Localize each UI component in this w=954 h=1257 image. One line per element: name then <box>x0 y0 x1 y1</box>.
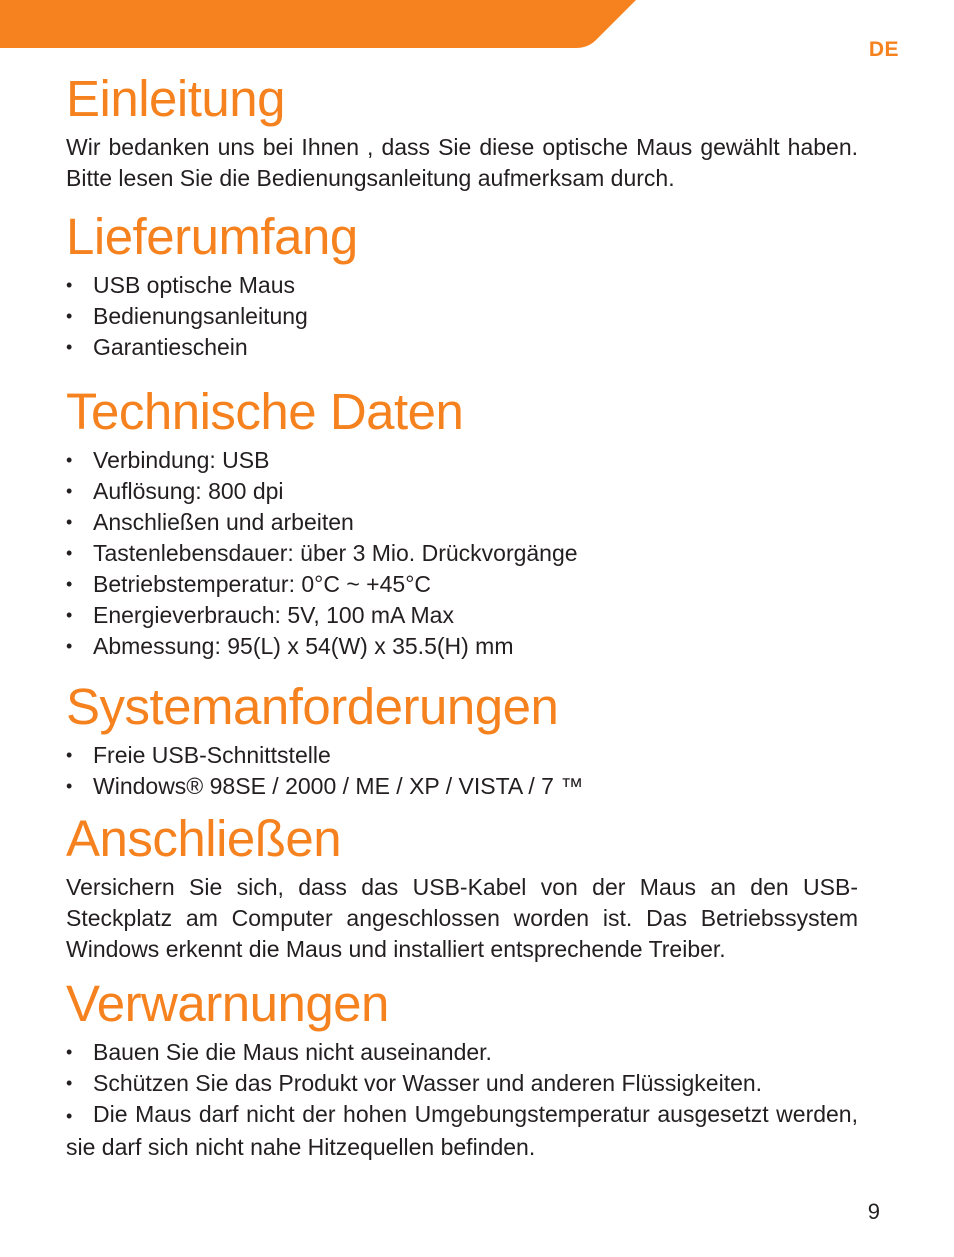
heading-lieferumfang: Lieferumfang <box>66 208 358 265</box>
language-tag: DE <box>868 38 899 61</box>
list-item: • Tastenlebensdauer: über 3 Mio. Drückvorgänge <box>66 538 858 569</box>
list-item: • Garantieschein <box>66 332 858 363</box>
section-verwarnungen <box>66 971 858 1163</box>
bullet-icon: • <box>66 450 73 470</box>
anschliessen-text: Versichern Sie sich, dass das USB-Kabel von der Maus an den USB-Steckplatz am Computer angeschlossen worden ist. Das Betriebssystem Windows erkennt die Maus und installiert entsprechende Treiber. <box>66 874 858 962</box>
heading-systemanforderungen: Systemanforderungen <box>66 678 559 735</box>
technische-daten-list <box>66 445 858 662</box>
bullet-icon: • <box>66 543 73 563</box>
section-technische-daten <box>66 379 858 662</box>
heading-verwarnungen: Verwarnungen <box>66 975 389 1032</box>
list-item: • Bedienungsanleitung <box>66 301 858 332</box>
verwarnungen-list <box>66 1037 858 1163</box>
bullet-icon: • <box>66 636 73 656</box>
list-item: • USB optische Maus <box>66 270 858 301</box>
page-content <box>66 66 858 1163</box>
bullet-icon: • <box>66 776 73 796</box>
bullet-icon: • <box>66 1073 73 1093</box>
section-systemanforderungen <box>66 674 858 802</box>
list-item: • Windows® 98SE / 2000 / ME / XP / VISTA / 7 ™ <box>66 771 858 802</box>
bullet-icon: • <box>66 275 73 295</box>
list-item: • Die Maus darf nicht der hohen Umgebungstemperatur ausgesetzt werden, sie darf sich nicht nahe Hitzequellen befinden. <box>66 1101 858 1160</box>
bullet-icon: • <box>66 605 73 625</box>
bullet-icon: • <box>66 512 73 532</box>
list-item: • Freie USB-Schnittstelle <box>66 740 858 771</box>
bullet-icon: • <box>66 1106 73 1126</box>
bullet-icon: • <box>66 1042 73 1062</box>
list-item: • Betriebstemperatur: 0°C ~ +45°C <box>66 569 858 600</box>
list-item: • Auflösung: 800 dpi <box>66 476 858 507</box>
heading-anschliessen: Anschließen <box>66 810 342 867</box>
list-item: • Bauen Sie die Maus nicht auseinander. <box>66 1037 858 1068</box>
list-item: • Energieverbrauch: 5V, 100 mA Max <box>66 600 858 631</box>
list-item: • Abmessung: 95(L) x 54(W) x 35.5(H) mm <box>66 631 858 662</box>
section-einleitung <box>66 66 858 194</box>
einleitung-text: Wir bedanken uns bei Ihnen , dass Sie diese optische Maus gewählt haben. Bitte lesen Sie die Bedienungsanleitung aufmerksam durch. <box>66 134 858 191</box>
page-number: 9 <box>867 1199 880 1224</box>
orange-header-bar <box>0 0 640 48</box>
bullet-icon: • <box>66 574 73 594</box>
section-anschliessen <box>66 806 858 965</box>
bullet-icon: • <box>66 481 73 501</box>
section-lieferumfang <box>66 204 858 363</box>
bullet-icon: • <box>66 306 73 326</box>
list-item: • Anschließen und arbeiten <box>66 507 858 538</box>
lieferumfang-list <box>66 270 858 363</box>
list-item: • Schützen Sie das Produkt vor Wasser und anderen Flüssigkeiten. <box>66 1068 858 1099</box>
systemanforderungen-list <box>66 740 858 802</box>
bullet-icon: • <box>66 337 73 357</box>
bullet-icon: • <box>66 745 73 765</box>
heading-technische-daten: Technische Daten <box>66 383 464 440</box>
heading-einleitung: Einleitung <box>66 70 285 127</box>
list-item: • Verbindung: USB <box>66 445 858 476</box>
